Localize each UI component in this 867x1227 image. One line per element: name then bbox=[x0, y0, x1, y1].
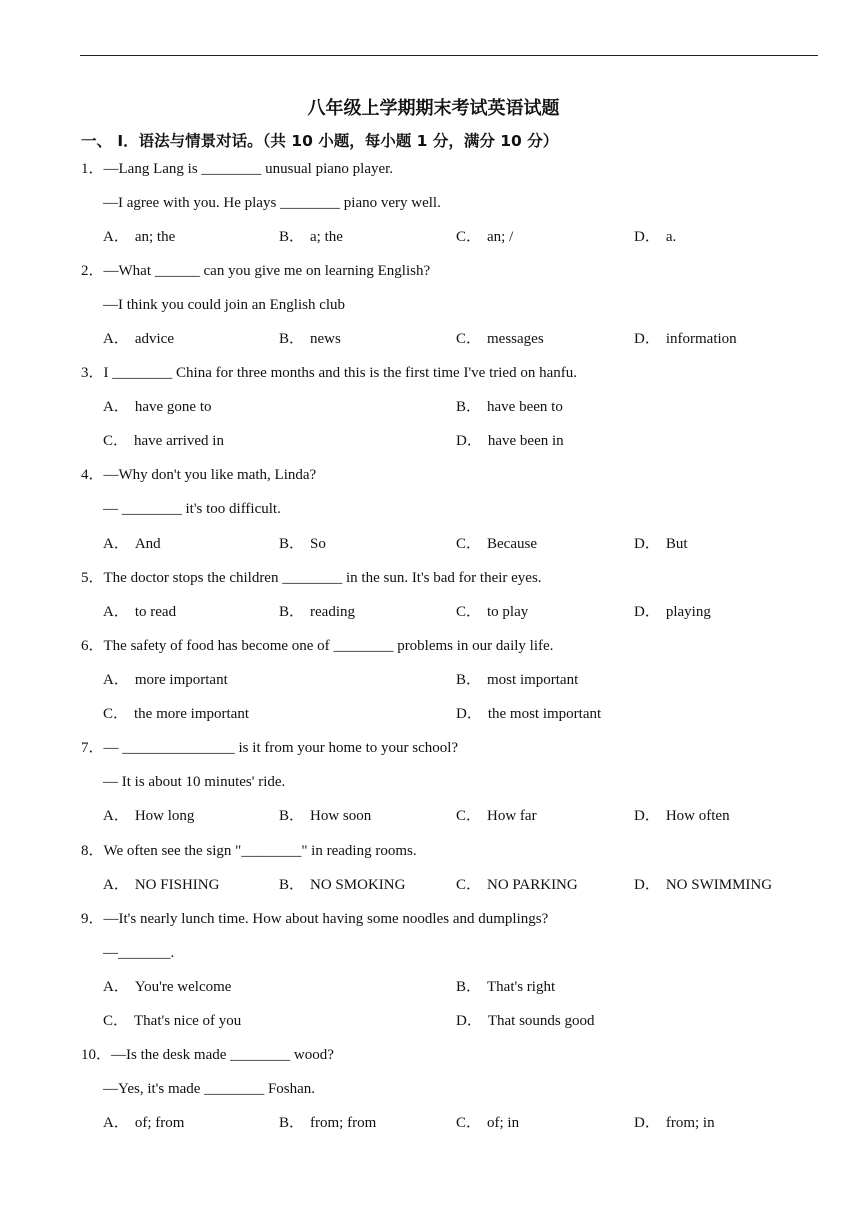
option-text: NO FISHING bbox=[134, 877, 220, 893]
option-letter: C． bbox=[456, 877, 482, 893]
option-text: So bbox=[310, 536, 326, 552]
question-text: can you give me on learning English? bbox=[199, 263, 431, 279]
question-4-option-c bbox=[456, 535, 537, 553]
question-10-option-a bbox=[103, 1114, 184, 1132]
option-text: advice bbox=[134, 331, 174, 347]
question-8-option-c bbox=[456, 876, 578, 894]
option-letter: C． bbox=[456, 229, 482, 245]
question-9-option-b bbox=[456, 978, 555, 996]
question-text: China for three months and this is the first time I've tried on hanfu. bbox=[172, 365, 577, 381]
answer-blank: ________ bbox=[280, 195, 341, 211]
question-4-option-b bbox=[279, 535, 326, 553]
question-6-option-b bbox=[456, 671, 578, 689]
question-4-option-a bbox=[103, 535, 161, 553]
option-letter: A． bbox=[103, 1115, 129, 1131]
question-text: in the sun. It's bad for their eyes. bbox=[342, 570, 542, 586]
question-number: 7． bbox=[81, 740, 104, 756]
question-text: " in reading rooms. bbox=[301, 843, 417, 859]
question-9-option-a bbox=[103, 978, 231, 996]
question-text: problems in our daily life. bbox=[393, 638, 554, 654]
answer-blank: ________ bbox=[112, 365, 173, 381]
answer-blank: ________ bbox=[121, 501, 182, 517]
option-text: How long bbox=[134, 808, 195, 824]
option-text: How far bbox=[487, 808, 537, 824]
question-1-option-d bbox=[634, 228, 676, 246]
question-2-option-d bbox=[634, 330, 737, 348]
question-text: —What bbox=[103, 263, 155, 279]
option-text: And bbox=[134, 536, 161, 552]
option-letter: C． bbox=[456, 331, 482, 347]
question-number: 1． bbox=[81, 161, 104, 177]
question-2-option-a bbox=[103, 330, 174, 348]
option-text: messages bbox=[487, 331, 544, 347]
option-letter: D． bbox=[634, 808, 660, 824]
question-5-line-1 bbox=[81, 569, 542, 587]
question-number: 10． bbox=[81, 1047, 112, 1063]
option-text: more important bbox=[134, 672, 228, 688]
option-letter: A． bbox=[103, 399, 129, 415]
option-text: have arrived in bbox=[134, 433, 224, 449]
question-3-option-c bbox=[103, 432, 224, 450]
option-letter: B． bbox=[456, 672, 482, 688]
question-9-option-c bbox=[103, 1012, 241, 1030]
option-letter: C． bbox=[456, 604, 482, 620]
question-8-option-b bbox=[279, 876, 405, 894]
question-2-line-2 bbox=[103, 296, 345, 314]
option-letter: D． bbox=[634, 877, 660, 893]
option-text: have gone to bbox=[134, 399, 212, 415]
question-1-option-c bbox=[456, 228, 513, 246]
option-letter: A． bbox=[103, 604, 129, 620]
answer-blank: _______ bbox=[118, 945, 171, 961]
question-text: —Lang Lang is bbox=[103, 161, 202, 177]
option-text: How often bbox=[665, 808, 730, 824]
question-6-option-a bbox=[103, 671, 228, 689]
answer-blank: ________ bbox=[333, 638, 394, 654]
question-2-option-b bbox=[279, 330, 341, 348]
option-text: But bbox=[665, 536, 688, 552]
option-letter: A． bbox=[103, 808, 129, 824]
question-6-line-1 bbox=[81, 637, 553, 655]
option-letter: B． bbox=[456, 399, 482, 415]
option-text: reading bbox=[310, 604, 355, 620]
option-letter: B． bbox=[279, 229, 305, 245]
question-text: — bbox=[103, 501, 122, 517]
question-text: —I agree with you. He plays bbox=[103, 195, 281, 211]
question-text: We often see the sign " bbox=[103, 843, 242, 859]
question-text: wood? bbox=[290, 1047, 334, 1063]
option-letter: B． bbox=[279, 604, 305, 620]
question-text: —I think you could join an English club bbox=[103, 297, 346, 313]
option-letter: D． bbox=[456, 433, 482, 449]
question-4-line-2 bbox=[103, 500, 281, 518]
option-text: Because bbox=[487, 536, 537, 552]
option-text: the most important bbox=[487, 706, 602, 722]
question-5-option-a bbox=[103, 603, 176, 621]
question-number: 6． bbox=[81, 638, 104, 654]
question-text: unusual piano player. bbox=[261, 161, 394, 177]
option-text: to read bbox=[134, 604, 177, 620]
option-text: news bbox=[310, 331, 341, 347]
question-10-line-1 bbox=[81, 1046, 334, 1064]
option-text: an; / bbox=[487, 229, 514, 245]
page-title: 八年级上学期期末考试英语试题 bbox=[307, 98, 560, 119]
question-text: — bbox=[103, 740, 123, 756]
option-text: have been in bbox=[487, 433, 564, 449]
option-text: a. bbox=[665, 229, 677, 245]
answer-blank: ________ bbox=[230, 1047, 291, 1063]
question-3-line-1 bbox=[81, 364, 577, 382]
option-letter: C． bbox=[103, 433, 129, 449]
option-text: from; in bbox=[665, 1115, 715, 1131]
question-text: —Is the desk made bbox=[111, 1047, 231, 1063]
option-letter: B． bbox=[279, 808, 305, 824]
option-letter: A． bbox=[103, 536, 129, 552]
option-letter: D． bbox=[634, 1115, 660, 1131]
question-text: —Yes, it's made bbox=[103, 1081, 205, 1097]
answer-blank: ________ bbox=[241, 843, 302, 859]
question-1-option-b bbox=[279, 228, 343, 246]
question-7-option-a bbox=[103, 807, 194, 825]
option-letter: B． bbox=[456, 979, 482, 995]
question-5-option-c bbox=[456, 603, 528, 621]
option-letter: C． bbox=[456, 808, 482, 824]
option-text: That's right bbox=[487, 979, 556, 995]
question-text: The safety of food has become one of bbox=[103, 638, 334, 654]
question-2-line-1 bbox=[81, 262, 430, 280]
question-number: 3． bbox=[81, 365, 104, 381]
question-text: . bbox=[170, 945, 175, 961]
question-4-line-1 bbox=[81, 466, 316, 484]
option-letter: C． bbox=[456, 536, 482, 552]
question-7-option-d bbox=[634, 807, 730, 825]
option-letter: B． bbox=[279, 536, 305, 552]
option-letter: D． bbox=[456, 706, 482, 722]
option-letter: D． bbox=[634, 229, 660, 245]
option-letter: C． bbox=[103, 1013, 129, 1029]
question-7-option-c bbox=[456, 807, 537, 825]
option-letter: D． bbox=[634, 331, 660, 347]
option-letter: D． bbox=[634, 604, 660, 620]
question-3-option-d bbox=[456, 432, 564, 450]
option-text: NO PARKING bbox=[487, 877, 578, 893]
question-10-line-2 bbox=[103, 1080, 315, 1098]
question-9-option-d bbox=[456, 1012, 595, 1030]
option-text: the more important bbox=[134, 706, 249, 722]
option-letter: A． bbox=[103, 331, 129, 347]
option-text: That sounds good bbox=[487, 1013, 595, 1029]
question-4-option-d bbox=[634, 535, 688, 553]
question-1-line-2 bbox=[103, 194, 441, 212]
question-5-option-b bbox=[279, 603, 355, 621]
question-8-option-a bbox=[103, 876, 219, 894]
option-letter: B． bbox=[279, 877, 305, 893]
question-7-line-2 bbox=[103, 773, 285, 791]
question-number: 5． bbox=[81, 570, 104, 586]
answer-blank: ________ bbox=[282, 570, 343, 586]
question-9-line-2 bbox=[103, 944, 174, 962]
question-1-option-a bbox=[103, 228, 175, 246]
option-text: from; from bbox=[310, 1115, 377, 1131]
question-1-line-1 bbox=[81, 160, 393, 178]
question-10-option-b bbox=[279, 1114, 376, 1132]
question-2-option-c bbox=[456, 330, 544, 348]
question-number: 2． bbox=[81, 263, 104, 279]
question-number: 8． bbox=[81, 843, 104, 859]
option-letter: C． bbox=[103, 706, 129, 722]
option-letter: B． bbox=[279, 331, 305, 347]
answer-blank: ______ bbox=[154, 263, 200, 279]
question-6-option-c bbox=[103, 705, 249, 723]
option-letter: A． bbox=[103, 672, 129, 688]
question-8-option-d bbox=[634, 876, 772, 894]
question-number: 4． bbox=[81, 467, 104, 483]
answer-blank: ________ bbox=[201, 161, 262, 177]
option-text: You're welcome bbox=[134, 979, 232, 995]
option-text: a; the bbox=[310, 229, 343, 245]
option-text: an; the bbox=[134, 229, 176, 245]
question-number: 9． bbox=[81, 911, 104, 927]
option-text: How soon bbox=[310, 808, 372, 824]
option-text: NO SWIMMING bbox=[665, 877, 773, 893]
question-text: is it from your home to your school? bbox=[234, 740, 459, 756]
option-text: most important bbox=[487, 672, 579, 688]
question-6-option-d bbox=[456, 705, 601, 723]
answer-blank: _______________ bbox=[122, 740, 235, 756]
question-8-line-1 bbox=[81, 842, 417, 860]
question-text: — It is about 10 minutes' ride. bbox=[103, 774, 286, 790]
question-10-option-c bbox=[456, 1114, 519, 1132]
option-letter: D． bbox=[456, 1013, 482, 1029]
question-10-option-d bbox=[634, 1114, 715, 1132]
question-7-option-b bbox=[279, 807, 371, 825]
option-text: information bbox=[665, 331, 737, 347]
question-text: it's too difficult. bbox=[181, 501, 281, 517]
question-text: I bbox=[103, 365, 113, 381]
question-9-line-1 bbox=[81, 910, 548, 928]
answer-blank: ________ bbox=[204, 1081, 265, 1097]
question-3-option-b bbox=[456, 398, 563, 416]
option-letter: A． bbox=[103, 979, 129, 995]
option-letter: B． bbox=[279, 1115, 305, 1131]
question-text: —It's nearly lunch time. How about having some noodles and dumplings? bbox=[103, 911, 549, 927]
option-text: NO SMOKING bbox=[310, 877, 406, 893]
option-letter: A． bbox=[103, 229, 129, 245]
section-heading: 一、 Ⅰ．语法与情景对话。（共 10 小题，每小题 1 分，满分 10 分） bbox=[81, 132, 559, 150]
option-letter: A． bbox=[103, 877, 129, 893]
question-5-option-d bbox=[634, 603, 711, 621]
option-text: That's nice of you bbox=[134, 1013, 242, 1029]
question-text: The doctor stops the children bbox=[103, 570, 283, 586]
question-3-option-a bbox=[103, 398, 211, 416]
question-text: — bbox=[103, 945, 118, 961]
option-text: have been to bbox=[487, 399, 563, 415]
option-text: playing bbox=[665, 604, 711, 620]
option-text: of; in bbox=[487, 1115, 520, 1131]
option-letter: C． bbox=[456, 1115, 482, 1131]
question-text: Foshan. bbox=[264, 1081, 316, 1097]
question-text: —Why don't you like math, Linda? bbox=[103, 467, 317, 483]
header-rule bbox=[80, 55, 818, 56]
option-letter: D． bbox=[634, 536, 660, 552]
option-text: to play bbox=[487, 604, 529, 620]
question-7-line-1 bbox=[81, 739, 458, 757]
question-text: piano very well. bbox=[340, 195, 441, 211]
option-text: of; from bbox=[134, 1115, 185, 1131]
